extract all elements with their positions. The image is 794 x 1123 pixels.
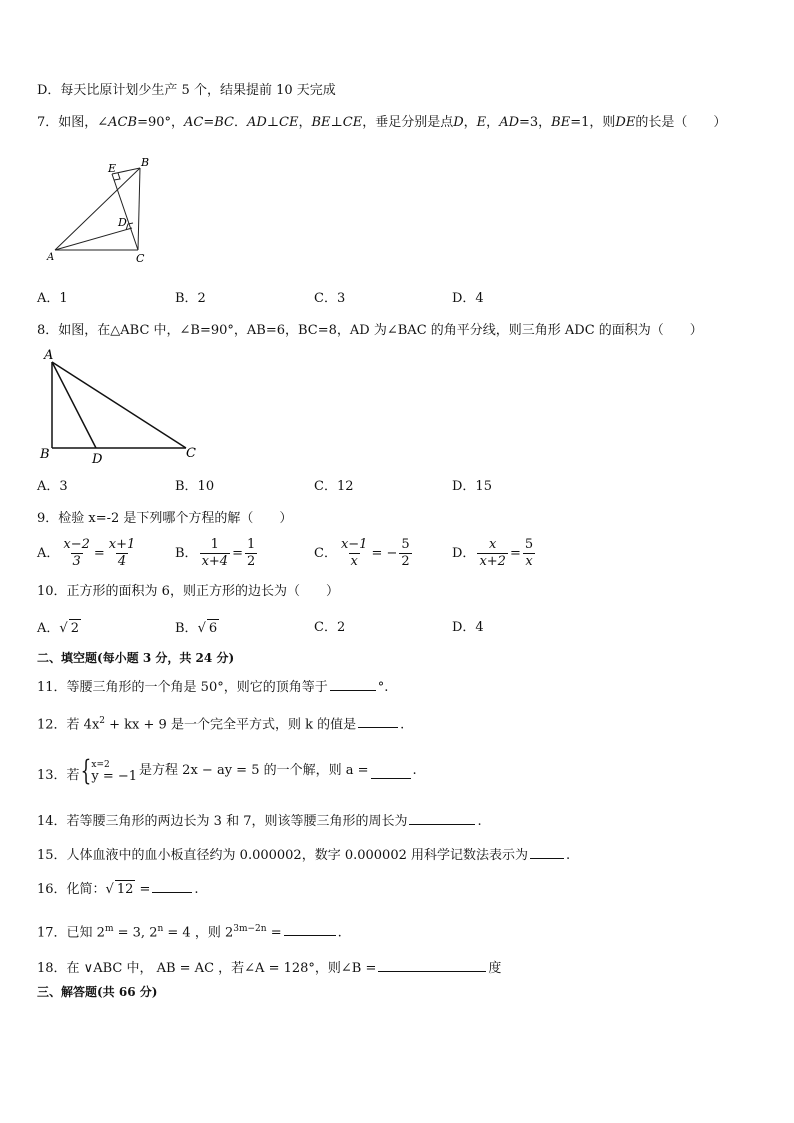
q17: 17．已知 $2^m = 3$, $2^n = 4$ ，则 $2^{3m-2n}$ = . bbox=[37, 920, 342, 942]
q8-option-c: C．12 bbox=[314, 479, 354, 494]
q7-option-d: D．4 bbox=[452, 291, 484, 306]
q18-blank[interactable] bbox=[378, 957, 486, 972]
q10-option-a: A．√ 2 bbox=[37, 621, 79, 636]
q7-option-c: C．3 bbox=[314, 291, 346, 306]
q9-option-b: B． $\frac{1}{x+4}$ = $\frac{1}{2}$ bbox=[175, 537, 256, 569]
q7-label-a: A bbox=[47, 252, 55, 263]
q10-option-c: C．2 bbox=[314, 620, 346, 635]
section2-heading: 二、填空题(每小题 3 分，共 24 分) bbox=[37, 651, 235, 665]
q8-option-b: B．10 bbox=[175, 479, 215, 494]
q16: 16．化简：√ 12 = . bbox=[37, 878, 199, 899]
q12: 12．若 $4x^2$ + kx + 9 是一个完全平方式，则 k 的值是 . bbox=[37, 712, 404, 734]
q8-label-d: D bbox=[92, 452, 103, 466]
q8-stem: 8．如图，在△ABC 中，∠B=90°，AB=6，BC=8，AD 为∠BAC 的角平分线，则三角形 ADC 的面积为（ ） bbox=[37, 323, 703, 338]
q14: 14．若等腰三角形的两边长为 3 和 7，则该等腰三角形的周长为 . bbox=[37, 810, 482, 831]
q16-blank[interactable] bbox=[152, 878, 192, 893]
q9-option-d: D． $\frac{x}{x+2}$ = $\frac{5}{x}$ bbox=[452, 537, 534, 569]
q17-blank[interactable] bbox=[284, 921, 336, 936]
q9-option-c: C． $\frac{x-1}{x}$ = − $\frac{5}{2}$ bbox=[314, 537, 410, 569]
q10-option-b: B．√ 6 bbox=[175, 621, 218, 636]
q7-label-b: B bbox=[141, 156, 150, 169]
q11: 11．等腰三角形的一个角是 50°，则它的顶角等于 °. bbox=[37, 676, 388, 697]
q15: 15．人体血液中的血小板直径约为 0.000002，数字 0.000002 用科学记数法表示为 . bbox=[37, 844, 570, 865]
q7-option-b: B．2 bbox=[175, 291, 206, 306]
q7-option-a: A．1 bbox=[37, 291, 68, 306]
q13-blank[interactable] bbox=[371, 764, 411, 779]
q8-label-c: C bbox=[186, 446, 196, 461]
q7-label-e: E bbox=[108, 162, 117, 175]
q7-figure bbox=[40, 150, 170, 268]
q9-option-a: A． $\frac{x-2}{3}$ = $\frac{x+1}{4}$ bbox=[37, 537, 136, 569]
q11-blank[interactable] bbox=[330, 676, 376, 691]
q12-blank[interactable] bbox=[358, 713, 398, 728]
q7-label-c: C bbox=[136, 252, 145, 265]
section3-heading: 三、解答题(共 66 分) bbox=[37, 985, 158, 999]
q8-option-d: D．15 bbox=[452, 479, 492, 494]
q7-stem: 7．如图，∠ACB=90°，AC=BC．AD⊥CE，BE⊥CE，垂足分别是点D，E，AD=3，BE=1，则DE的长是（ ） bbox=[37, 115, 727, 130]
q14-blank[interactable] bbox=[409, 810, 475, 825]
q10-option-d: D．4 bbox=[452, 620, 484, 635]
q10-stem: 10．正方形的面积为 6，则正方形的边长为（ ） bbox=[37, 584, 339, 599]
q6-option-d: D．每天比原计划少生产 5 个，结果提前 10 天完成 bbox=[37, 83, 336, 98]
q8-label-a: A bbox=[44, 348, 54, 363]
q9-stem: 9．检验 x=-2 是下列哪个方程的解（ ） bbox=[37, 511, 293, 526]
q8-option-a: A．3 bbox=[37, 479, 68, 494]
q7-label-d: D bbox=[118, 216, 127, 229]
q8-label-b: B bbox=[40, 447, 50, 462]
q13: 13．若{ x=2 y = −1 是方程 2x − ay = 5 的一个解，则 a = . bbox=[37, 754, 417, 787]
q15-blank[interactable] bbox=[530, 844, 564, 859]
q8-figure bbox=[36, 344, 206, 466]
q18: 18．在 ∨ABC 中， AB = AC ，若∠A = 128°，则∠B = 度 bbox=[37, 957, 501, 978]
